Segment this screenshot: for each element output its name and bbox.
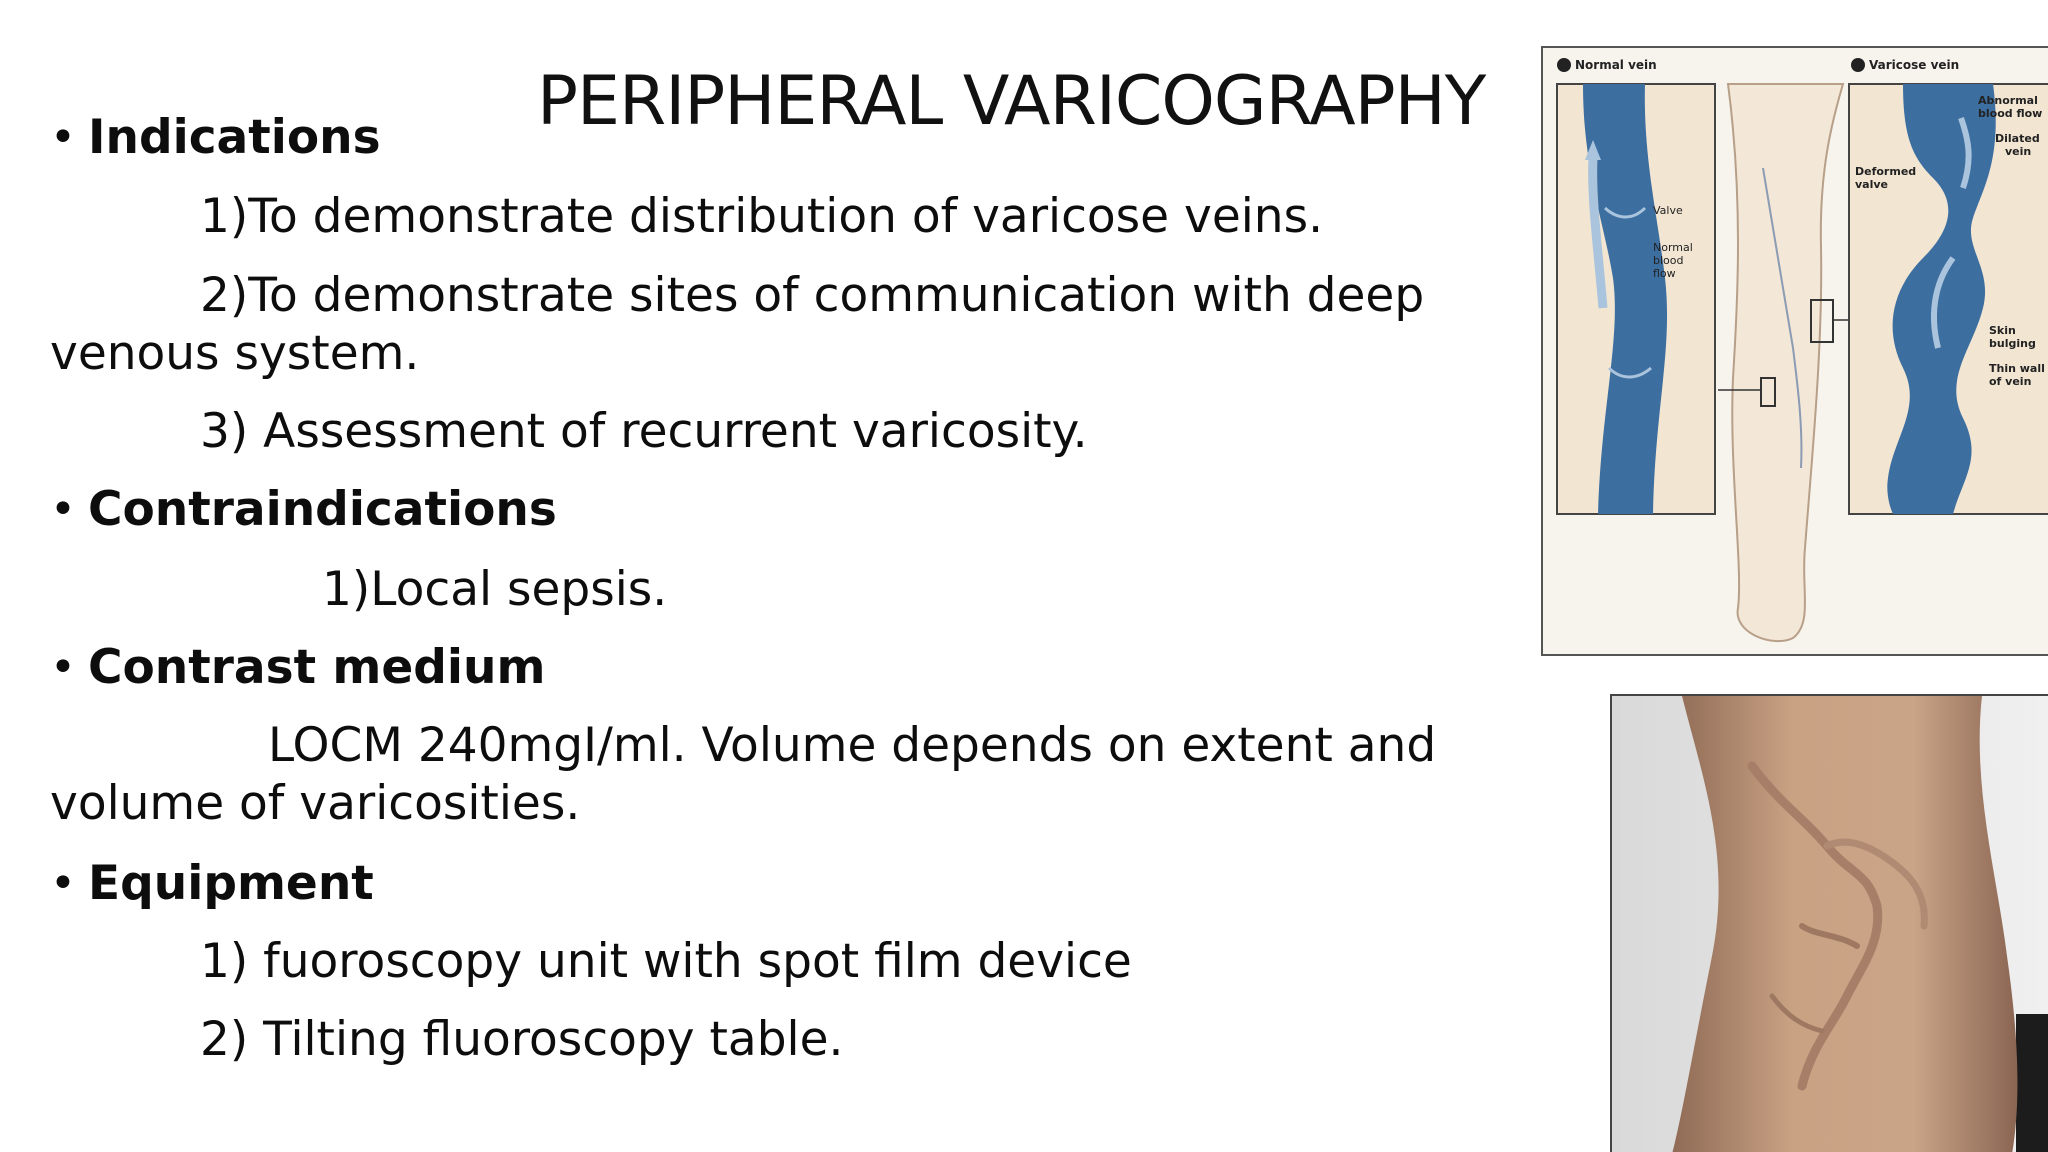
contrast-text-line-1: LOCM 240mgI/ml. Volume depends on extent and (268, 718, 1437, 773)
label-skin-1: Skin (1989, 324, 2016, 337)
label-valve: Valve (1653, 204, 1683, 217)
normal-vein-panel (1557, 84, 1715, 514)
label-varicose-vein: Varicose vein (1869, 58, 1960, 72)
bullet-heading-indications: Indications (88, 110, 381, 165)
slide-title: PERIPHERAL VARICOGRAPHY (537, 62, 1486, 141)
label-deformed-2: valve (1855, 178, 1888, 191)
indication-item-1: 1)To demonstrate distribution of varicose veins. (200, 189, 1324, 244)
label-a-marker: A (1560, 61, 1568, 72)
label-abnormal-1: Abnormal (1978, 94, 2038, 107)
label-b-marker: B (1854, 61, 1862, 72)
indication-item-2-line-2: venous system. (50, 326, 420, 381)
equipment-item-1: 1) fuoroscopy unit with spot film device (200, 934, 1132, 989)
label-normal-flow-3: flow (1653, 267, 1676, 280)
varicose-leg-photo-svg (1612, 696, 2048, 1152)
label-dilated-2: vein (2005, 145, 2032, 158)
indication-item-2-line-1: 2)To demonstrate sites of communication with deep (200, 268, 1425, 323)
label-thin-1: Thin wall (1989, 362, 2045, 375)
label-normal-flow-2: blood (1653, 254, 1684, 267)
bullet-dot: • (50, 858, 76, 909)
contraindication-item-1: 1)Local sepsis. (322, 562, 668, 617)
indication-item-3: 3) Assessment of recurrent varicosity. (200, 404, 1088, 459)
bullet-heading-equipment: Equipment (88, 856, 374, 911)
label-abnormal-2: blood flow (1978, 107, 2043, 120)
label-skin-2: bulging (1989, 337, 2036, 350)
bullet-dot: • (50, 642, 76, 693)
leg-illustration (1718, 84, 1853, 641)
label-normal-vein: Normal vein (1575, 58, 1657, 72)
label-deformed-1: Deformed (1855, 165, 1917, 178)
bullet-heading-contrast: Contrast medium (88, 640, 546, 695)
leg-skin (1672, 696, 2017, 1152)
label-normal-flow-1: Normal (1653, 241, 1693, 254)
photo-dark-corner (2016, 1014, 2048, 1152)
contrast-text-line-2: volume of varicosities. (50, 776, 581, 831)
leg-shape (1728, 84, 1843, 641)
vein-diagram (1541, 46, 2048, 656)
equipment-item-2: 2) Tilting fluoroscopy table. (200, 1012, 844, 1067)
vein-diagram-svg (1543, 48, 2048, 656)
bullet-heading-contraindications: Contraindications (88, 482, 557, 537)
label-dilated-1: Dilated (1995, 132, 2040, 145)
bullet-dot: • (50, 484, 76, 535)
label-thin-2: of vein (1989, 375, 2032, 388)
varicose-leg-photo (1610, 694, 2048, 1152)
bullet-dot: • (50, 112, 76, 163)
